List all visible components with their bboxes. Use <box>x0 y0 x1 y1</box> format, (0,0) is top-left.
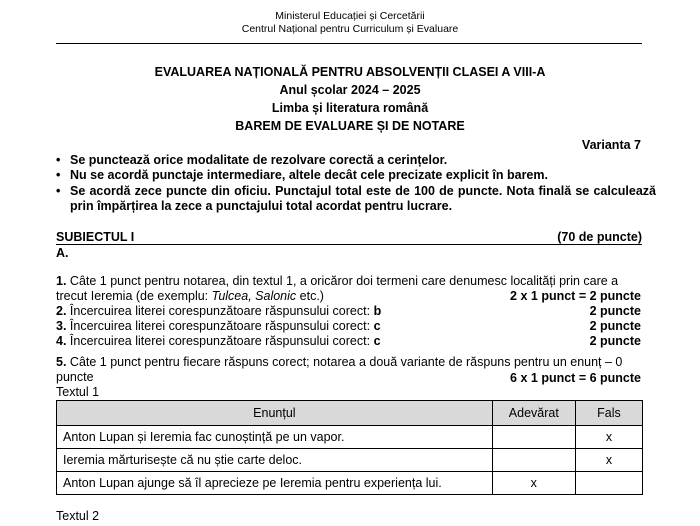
false-cell: x <box>575 426 642 449</box>
item-3 <box>56 319 381 334</box>
bullet-item <box>56 168 642 183</box>
item-text: Câte 1 punct pentru notarea, din textul 1, a oricăror doi termeni care denumesc localități prin care a trecut Ieremia (de exemplu: <box>56 274 619 303</box>
center-name: Centrul Național pentru Curriculum și Evaluare <box>241 23 459 35</box>
true-cell <box>492 426 575 449</box>
subject-label: SUBIECTUL I <box>56 230 135 244</box>
col-statement: Enunțul <box>57 401 493 426</box>
item-1-score: 2 x 1 punct = 2 puncte <box>510 289 641 303</box>
bullet-text: Nu se acordă punctaje intermediare, altele decât cele precizate explicit în barem. <box>70 168 548 182</box>
item-2-score: 2 puncte <box>589 304 641 318</box>
item-number: 5. <box>56 355 67 369</box>
item-5-score: 6 x 1 punct = 6 puncte <box>510 371 641 385</box>
bullet-item <box>56 184 656 214</box>
header-divider <box>56 43 642 44</box>
table-header-row <box>57 401 643 426</box>
col-false: Fals <box>575 401 642 426</box>
next-table-caption: Textul 2 <box>56 509 100 523</box>
item-4-score: 2 puncte <box>589 334 641 348</box>
item-4 <box>56 334 381 349</box>
col-true: Adevărat <box>492 401 575 426</box>
exam-title: EVALUAREA NAȚIONALĂ PENTRU ABSOLVENȚII CLASEI A VIII-A <box>154 65 546 79</box>
bullet-text: Se punctează orice modalitate de rezolvare corectă a cerințelor. <box>70 153 448 167</box>
item-examples: Tulcea, Salonic <box>211 289 297 303</box>
table-row <box>57 426 643 449</box>
item-answer: c <box>373 334 381 348</box>
statement-cell: Ieremia mărturisește că nu știe carte deloc. <box>57 449 493 472</box>
item-answer: b <box>373 304 382 318</box>
bullet-icon: • <box>56 168 61 182</box>
item-number: 4. <box>56 334 67 348</box>
bullet-item <box>56 153 642 168</box>
item-text: Câte 1 punct pentru fiecare răspuns corect; notarea a două variante de răspuns pentru un enunț – 0 puncte <box>56 355 623 384</box>
table-row <box>57 472 643 495</box>
school-year: Anul școlar 2024 – 2025 <box>279 83 421 97</box>
item-number: 3. <box>56 319 67 333</box>
bullet-text: Se acordă zece puncte din oficiu. Punctajul total este de 100 de puncte. Nota finală se calculează prin împărțirea la zece a punctajului total acordat pentru lucrare. <box>70 184 656 213</box>
truth-table <box>56 400 643 495</box>
bullet-icon: • <box>56 153 61 167</box>
item-text-end: etc.) <box>296 289 324 303</box>
item-number: 1. <box>56 274 67 288</box>
false-cell <box>575 472 642 495</box>
subject-points: (70 de puncte) <box>557 230 642 244</box>
part-label: A. <box>56 246 69 260</box>
bullet-icon: • <box>56 184 61 198</box>
true-cell <box>492 449 575 472</box>
item-text: Încercuirea literei corespunzătoare răspunsului corect: <box>69 319 374 333</box>
statement-cell: Anton Lupan ajunge să îl aprecieze pe Ieremia pentru experiența lui. <box>57 472 493 495</box>
subject-name: Limba și literatura română <box>271 101 429 115</box>
statement-cell: Anton Lupan și Ieremia fac cunoștință pe un vapor. <box>57 426 493 449</box>
item-text: Încercuirea literei corespunzătoare răspunsului corect: <box>69 304 374 318</box>
table-row <box>57 449 643 472</box>
item-number: 2. <box>56 304 67 318</box>
true-cell: x <box>492 472 575 495</box>
table-caption: Textul 1 <box>56 385 100 399</box>
item-answer: c <box>373 319 381 333</box>
variant-label: Varianta 7 <box>581 138 641 152</box>
item-text: Încercuirea literei corespunzătoare răspunsului corect: <box>69 334 374 348</box>
false-cell: x <box>575 449 642 472</box>
item-2 <box>56 304 381 319</box>
item-3-score: 2 puncte <box>589 319 641 333</box>
document-type: BAREM DE EVALUARE ȘI DE NOTARE <box>235 119 465 133</box>
ministry-name: Ministerul Educației și Cercetării <box>275 10 425 22</box>
subject-heading <box>56 230 642 245</box>
